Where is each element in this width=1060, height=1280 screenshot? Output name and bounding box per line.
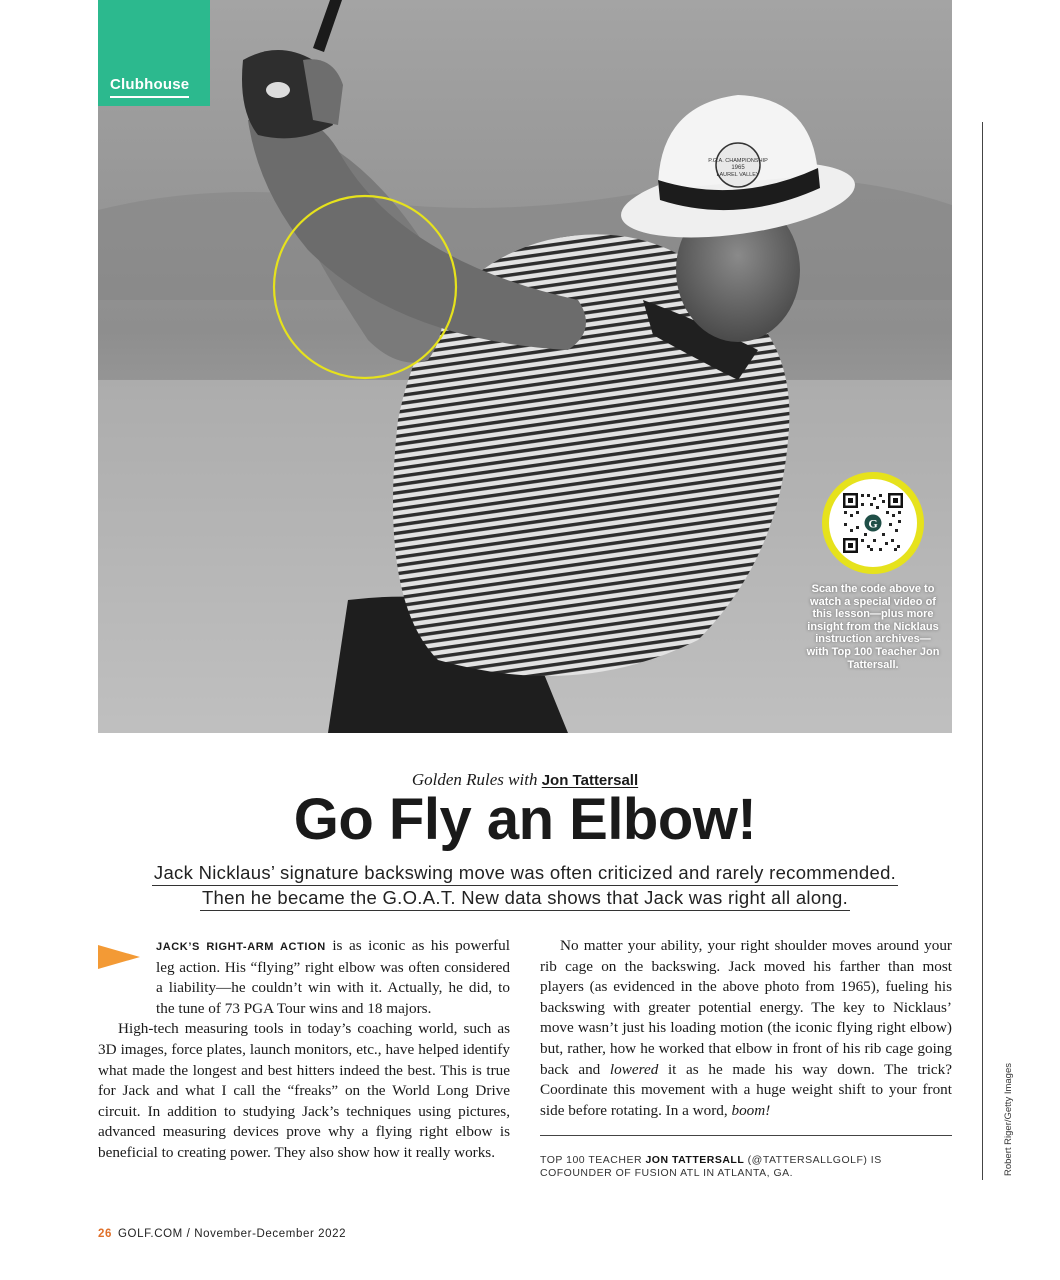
section-tag[interactable]: Clubhouse — [110, 76, 189, 98]
series-author-link[interactable]: Jon Tattersall — [541, 772, 639, 789]
paragraph-3-emphasis: lowered — [609, 1060, 659, 1078]
paragraph-3 — [540, 936, 952, 1121]
folio — [98, 1228, 346, 1240]
folio-text: GOLF.COM / November-December 2022 — [118, 1228, 347, 1240]
qr-caption: Scan the code above to watch a special video of this lesson—plus more insight from the Nicklaus instruction archives—with Top 100 Teacher Jon Tattersall. — [806, 583, 940, 671]
body-column-right — [540, 936, 952, 1121]
page-number: 26 — [98, 1228, 112, 1240]
bio-name: JON TATTERSALL — [645, 1154, 745, 1166]
author-bio — [540, 1154, 952, 1179]
dek — [98, 861, 952, 911]
dek-line-1: Jack Nicklaus’ signature backswing move was often criticized and rarely recommended. — [152, 861, 898, 886]
series-kicker: Golden Rules with — [411, 770, 538, 789]
dek-line-2: Then he became the G.O.A.T. New data shows that Jack was right all along. — [200, 886, 850, 911]
paragraph-1-text: is as iconic as his powerful leg action. His “flying” right elbow was often considered a liability—he couldn’t win with it. Actually, he did, to the tune of 73 PGA Tour wins and 18 majors. — [156, 937, 510, 1017]
paragraph-3-text-a: No matter your ability, your right shoulder moves around your rib cage on the backswing. Jack moved his farther than most players (as evidenced in the above photo from 1965), fueling his backswing with greater potential energy. The key to Nicklaus’ move wasn’t just his loading motion (the iconic flying right elbow) but, rather, how he worked that elbow in front of his rib cage going back and — [540, 937, 952, 1078]
hat-text-top: P.G.A. CHAMPIONSHIP — [708, 158, 768, 164]
qr-logo-letter: G — [868, 516, 878, 531]
bio-suffix: (@TATTERSALLGOLF) IS COFOUNDER OF FUSION ATL IN ATLANTA, GA. — [540, 1154, 882, 1179]
paragraph-3-text-b: it as he made his way down. The trick? Coordinate this movement with a huge weight shift to your front side before rotating. In a word, — [540, 1060, 952, 1119]
body-column-left — [98, 936, 510, 1164]
lead-in: JACK’S RIGHT-ARM ACTION — [156, 941, 326, 953]
photo-credit: Robert Riger/Getty Images — [1003, 1063, 1014, 1176]
paragraph-3-boom: boom! — [731, 1101, 771, 1119]
hat-text-year: 1965 — [731, 165, 745, 171]
headline: Go Fly an Elbow! — [293, 787, 757, 852]
side-rule — [982, 122, 983, 1180]
hat-text-bottom: LAUREL VALLEY — [716, 172, 760, 178]
bio-prefix: TOP 100 TEACHER — [540, 1154, 643, 1166]
bio-divider — [540, 1135, 952, 1136]
qr-pattern — [842, 492, 904, 554]
paragraph-1 — [156, 936, 510, 1019]
qr-code[interactable] — [822, 472, 924, 574]
paragraph-2: High-tech measuring tools in today’s coaching world, such as 3D images, force plates, launch monitors, etc., have helped identify what made the longest and best hitters indeed the best. This is true for Jack and what I call the “freaks” on the World Long Drive circuit. In addition to studying Jack’s techniques using pictures, advanced measuring devices prove why a flying right elbow is beneficial to creating power. They also show how it really works. — [98, 1020, 510, 1161]
